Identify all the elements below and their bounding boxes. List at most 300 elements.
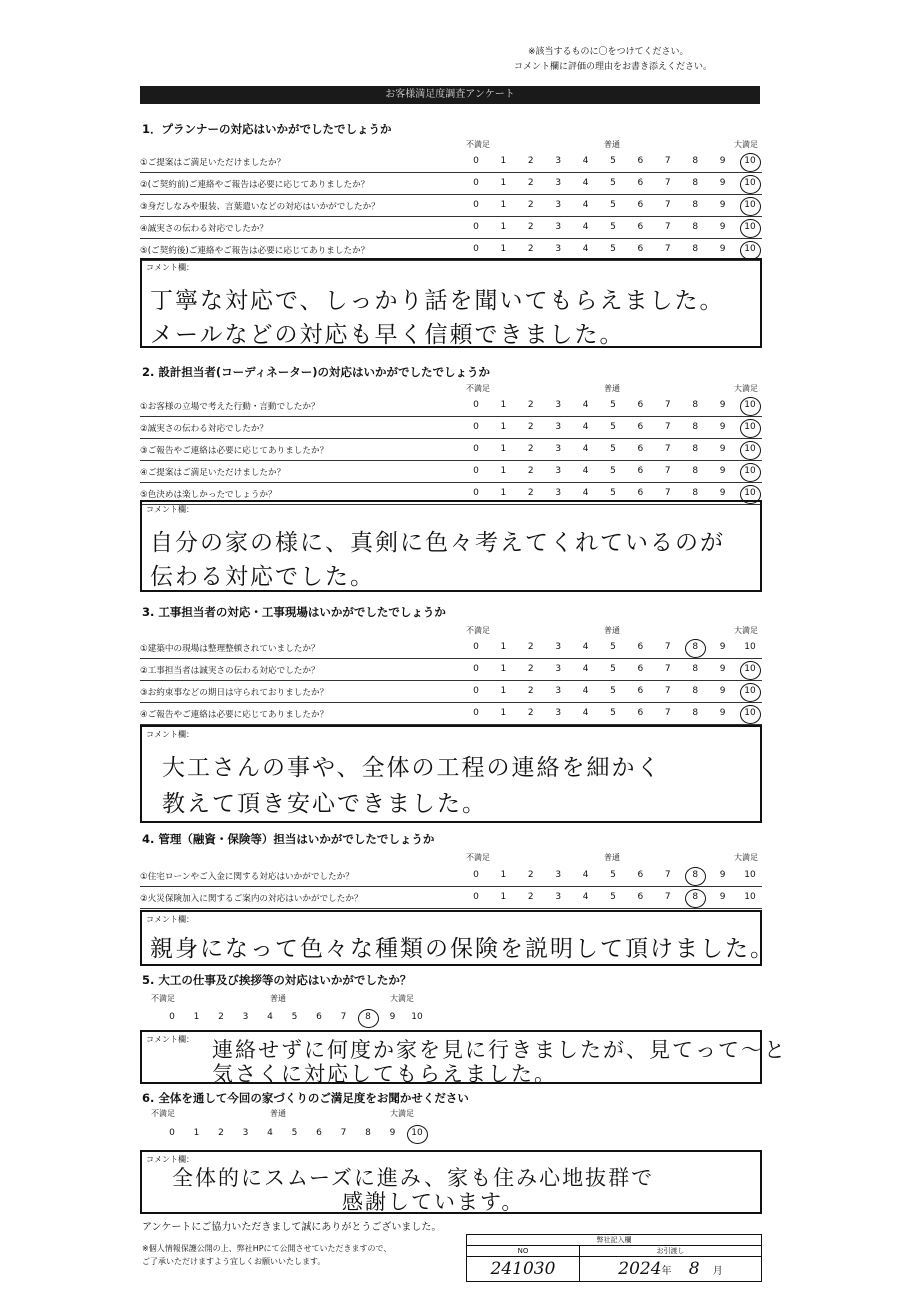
- rating-option-10[interactable]: 10: [744, 244, 756, 254]
- handwritten-comment-line: メールなどの対応も早く信頼できました。: [150, 322, 625, 348]
- rating-option-5[interactable]: 5: [610, 642, 616, 652]
- rating-option-8[interactable]: 8: [692, 244, 699, 254]
- comment-label: コメント欄：: [146, 1035, 194, 1044]
- rating-option-3[interactable]: 3: [555, 222, 562, 232]
- question-text: ④誠実さの伝わる対応でしたか？: [140, 224, 269, 234]
- rating-option-4[interactable]: 4: [582, 466, 589, 476]
- rating-option-4[interactable]: 4: [582, 222, 589, 232]
- rating-option-10[interactable]: 10: [411, 1012, 423, 1022]
- rating-option-7[interactable]: 7: [664, 686, 671, 696]
- rating-option-1[interactable]: 1: [500, 444, 507, 454]
- rating-option-6[interactable]: 6: [637, 222, 644, 232]
- rating-option-6[interactable]: 6: [637, 178, 644, 188]
- question-underline: [140, 438, 762, 439]
- handover-month-value: 8: [688, 1259, 700, 1279]
- rating-option-4[interactable]: 4: [582, 400, 589, 410]
- rating-option-5[interactable]: 5: [610, 400, 616, 410]
- rating-option-5[interactable]: 5: [610, 488, 616, 498]
- rating-option-1[interactable]: 1: [500, 686, 507, 696]
- rating-option-9[interactable]: 9: [719, 466, 726, 476]
- rating-option-1[interactable]: 1: [193, 1128, 200, 1138]
- rating-option-6[interactable]: 6: [637, 444, 644, 454]
- rating-option-5[interactable]: 5: [610, 708, 616, 718]
- office-use-table: [466, 1234, 762, 1282]
- rating-option-6[interactable]: 6: [637, 400, 644, 410]
- rating-option-1[interactable]: 1: [500, 488, 507, 498]
- rating-option-10[interactable]: 10: [744, 422, 756, 432]
- rating-option-8[interactable]: 8: [692, 708, 699, 718]
- rating-option-2[interactable]: 2: [218, 1128, 224, 1138]
- rating-option-5[interactable]: 5: [610, 422, 616, 432]
- no-value: 241030: [467, 1257, 580, 1282]
- rating-option-5[interactable]: 5: [610, 870, 616, 880]
- rating-option-5[interactable]: 5: [610, 892, 616, 902]
- rating-option-1[interactable]: 1: [500, 222, 507, 232]
- rating-option-3[interactable]: 3: [555, 444, 562, 454]
- question-text: ②火災保険加入に関するご案内の対応はいかがでしたか？: [140, 894, 363, 904]
- question-underline: [140, 172, 762, 173]
- rating-option-4[interactable]: 4: [582, 870, 589, 880]
- section-2-comment-box: [140, 500, 762, 592]
- rating-option-8[interactable]: 8: [365, 1012, 371, 1022]
- scale-low-label: 不満足: [151, 994, 175, 1003]
- rating-option-2[interactable]: 2: [527, 686, 534, 696]
- rating-option-8[interactable]: 8: [692, 892, 699, 902]
- scale-low-label: 不満足: [466, 853, 490, 862]
- rating-option-9[interactable]: 9: [719, 892, 726, 902]
- rating-option-10[interactable]: 10: [744, 222, 756, 232]
- rating-option-6[interactable]: 6: [316, 1128, 322, 1138]
- rating-option-2[interactable]: 2: [527, 892, 534, 902]
- selected-rating-circle: [407, 1125, 428, 1144]
- rating-option-0[interactable]: 0: [473, 708, 479, 718]
- scale-mid-label: 普通: [604, 384, 620, 393]
- rating-option-0[interactable]: 0: [473, 222, 479, 232]
- comment-label: コメント欄：: [146, 505, 194, 514]
- rating-option-3[interactable]: 3: [555, 642, 562, 652]
- rating-option-10[interactable]: 10: [744, 444, 756, 454]
- rating-option-8[interactable]: 8: [692, 200, 699, 210]
- rating-option-1[interactable]: 1: [500, 200, 507, 210]
- rating-option-0[interactable]: 0: [473, 664, 479, 674]
- rating-option-0[interactable]: 0: [473, 892, 479, 902]
- rating-option-7[interactable]: 7: [664, 466, 671, 476]
- rating-option-3[interactable]: 3: [555, 686, 562, 696]
- rating-option-7[interactable]: 7: [340, 1128, 347, 1138]
- rating-option-9[interactable]: 9: [719, 708, 726, 718]
- rating-option-6[interactable]: 6: [637, 200, 644, 210]
- survey-banner: お客様満足度調査アンケート: [140, 86, 760, 104]
- rating-option-10[interactable]: 10: [744, 686, 756, 696]
- rating-option-0[interactable]: 0: [473, 400, 479, 410]
- rating-option-5[interactable]: 5: [610, 686, 616, 696]
- rating-option-4[interactable]: 4: [267, 1128, 273, 1138]
- question-underline: [140, 908, 762, 909]
- rating-option-1[interactable]: 1: [500, 892, 507, 902]
- question-underline: [140, 194, 762, 195]
- rating-option-8[interactable]: 8: [692, 686, 699, 696]
- rating-option-5[interactable]: 5: [291, 1128, 298, 1138]
- scale-low-label: 不満足: [151, 1109, 175, 1118]
- no-label: NO: [467, 1246, 580, 1257]
- section-4-title: 4. 管理（融資・保険等）担当はいかがでしたでしょうか: [142, 832, 435, 846]
- rating-option-1[interactable]: 1: [193, 1012, 200, 1022]
- rating-option-9[interactable]: 9: [389, 1128, 396, 1138]
- rating-option-10[interactable]: 10: [744, 400, 756, 410]
- rating-option-9[interactable]: 9: [719, 444, 726, 454]
- rating-option-8[interactable]: 8: [365, 1128, 371, 1138]
- selected-rating-circle: [740, 397, 761, 416]
- rating-option-10[interactable]: 10: [744, 200, 756, 210]
- rating-option-3[interactable]: 3: [555, 664, 562, 674]
- handover-date-label: お引渡し: [580, 1246, 762, 1257]
- rating-option-0[interactable]: 0: [473, 422, 479, 432]
- rating-option-8[interactable]: 8: [692, 664, 699, 674]
- section-6-comment-box: [140, 1150, 762, 1214]
- rating-option-2[interactable]: 2: [527, 422, 534, 432]
- rating-option-8[interactable]: 8: [692, 642, 699, 652]
- comment-label: コメント欄：: [146, 1155, 194, 1164]
- handwritten-comment-line: 気さくに対応してもらえました。: [212, 1062, 557, 1086]
- rating-option-6[interactable]: 6: [637, 642, 644, 652]
- selected-rating-circle: [740, 463, 761, 482]
- handwritten-comment-line: 親身になって色々な種類の保険を説明して頂けました。: [150, 936, 775, 962]
- scale-high-label: 大満足: [390, 994, 414, 1003]
- rating-option-7[interactable]: 7: [664, 892, 671, 902]
- month-unit: 月: [712, 1266, 723, 1277]
- selected-rating-circle: [740, 485, 761, 504]
- instruction-note-1: ※該当するものに〇をつけてください。: [528, 47, 689, 57]
- rating-option-2[interactable]: 2: [218, 1012, 224, 1022]
- rating-option-3[interactable]: 3: [555, 178, 562, 188]
- rating-option-3[interactable]: 3: [555, 708, 562, 718]
- rating-option-2[interactable]: 2: [527, 870, 534, 880]
- scale-low-label: 不満足: [466, 626, 490, 635]
- rating-option-9[interactable]: 9: [719, 200, 726, 210]
- section-1-comment-box: [140, 258, 762, 348]
- scale-mid-label: 普通: [604, 853, 620, 862]
- rating-option-10[interactable]: 10: [744, 870, 756, 880]
- rating-option-1[interactable]: 1: [500, 708, 507, 718]
- rating-option-2[interactable]: 2: [527, 400, 534, 410]
- selected-rating-circle: [740, 197, 761, 216]
- rating-option-8[interactable]: 8: [692, 422, 699, 432]
- rating-option-3[interactable]: 3: [555, 870, 562, 880]
- rating-option-7[interactable]: 7: [664, 488, 671, 498]
- rating-option-3[interactable]: 3: [555, 200, 562, 210]
- rating-option-6[interactable]: 6: [637, 156, 644, 166]
- question-text: ④ご報告やご連絡は必要に応じてありましたか？: [140, 710, 329, 720]
- question-underline: [140, 886, 762, 887]
- question-text: ③ご報告やご連絡は必要に応じてありましたか？: [140, 446, 329, 456]
- rating-option-1[interactable]: 1: [500, 244, 507, 254]
- rating-option-9[interactable]: 9: [719, 178, 726, 188]
- scale-high-label: 大満足: [390, 1109, 414, 1118]
- rating-option-8[interactable]: 8: [692, 400, 699, 410]
- rating-option-0[interactable]: 0: [473, 870, 479, 880]
- rating-option-3[interactable]: 3: [555, 892, 562, 902]
- rating-option-2[interactable]: 2: [527, 664, 534, 674]
- rating-option-0[interactable]: 0: [473, 642, 479, 652]
- rating-option-0[interactable]: 0: [473, 156, 479, 166]
- rating-option-8[interactable]: 8: [692, 156, 699, 166]
- handwritten-comment-line: 大工さんの事や、全体の工程の連絡を細かく: [162, 755, 662, 781]
- rating-option-4[interactable]: 4: [267, 1012, 273, 1022]
- selected-rating-circle: [740, 683, 761, 702]
- year-unit: 年: [661, 1266, 672, 1277]
- rating-option-0[interactable]: 0: [473, 178, 479, 188]
- selected-rating-circle: [740, 661, 761, 680]
- rating-option-0[interactable]: 0: [473, 444, 479, 454]
- scale-low-label: 不満足: [466, 140, 490, 149]
- rating-option-3[interactable]: 3: [555, 244, 562, 254]
- rating-option-10[interactable]: 10: [744, 466, 756, 476]
- rating-option-7[interactable]: 7: [664, 244, 671, 254]
- rating-option-4[interactable]: 4: [582, 444, 589, 454]
- rating-option-9[interactable]: 9: [719, 400, 726, 410]
- rating-option-1[interactable]: 1: [500, 664, 507, 674]
- rating-option-7[interactable]: 7: [664, 400, 671, 410]
- rating-option-1[interactable]: 1: [500, 870, 507, 880]
- comment-label: コメント欄：: [146, 730, 194, 739]
- rating-option-8[interactable]: 8: [692, 178, 699, 188]
- rating-option-3[interactable]: 3: [242, 1128, 249, 1138]
- rating-option-9[interactable]: 9: [719, 422, 726, 432]
- rating-option-2[interactable]: 2: [527, 466, 534, 476]
- rating-option-8[interactable]: 8: [692, 488, 699, 498]
- handover-year-value: 2024: [618, 1259, 662, 1279]
- rating-option-4[interactable]: 4: [582, 244, 589, 254]
- question-underline: [140, 482, 762, 483]
- question-underline: [140, 702, 762, 703]
- section-3-title: 3. 工事担当者の対応・工事現場はいかがでしたでしょうか: [142, 605, 446, 619]
- rating-option-6[interactable]: 6: [637, 664, 644, 674]
- rating-option-10[interactable]: 10: [411, 1128, 423, 1138]
- rating-option-1[interactable]: 1: [500, 642, 507, 652]
- rating-option-2[interactable]: 2: [527, 222, 534, 232]
- rating-option-6[interactable]: 6: [637, 244, 644, 254]
- rating-option-1[interactable]: 1: [500, 178, 507, 188]
- rating-option-4[interactable]: 4: [582, 708, 589, 718]
- rating-option-2[interactable]: 2: [527, 444, 534, 454]
- question-underline: [140, 216, 762, 217]
- selected-rating-circle: [685, 889, 706, 908]
- rating-option-6[interactable]: 6: [637, 466, 644, 476]
- rating-option-9[interactable]: 9: [719, 686, 726, 696]
- privacy-note: [142, 1242, 391, 1268]
- selected-rating-circle: [685, 867, 706, 886]
- rating-option-3[interactable]: 3: [555, 400, 562, 410]
- rating-option-10[interactable]: 10: [744, 642, 756, 652]
- rating-option-10[interactable]: 10: [744, 178, 756, 188]
- rating-option-6[interactable]: 6: [637, 892, 644, 902]
- scale-mid-label: 普通: [270, 994, 286, 1003]
- rating-option-4[interactable]: 4: [582, 642, 589, 652]
- rating-option-4[interactable]: 4: [582, 156, 589, 166]
- selected-rating-circle: [740, 441, 761, 460]
- rating-option-1[interactable]: 1: [500, 156, 507, 166]
- section-4-comment-box: [140, 910, 775, 966]
- section-5-title: 5. 大工の仕事及び挨拶等の対応はいかがでしたか？: [142, 973, 412, 987]
- rating-option-4[interactable]: 4: [582, 686, 589, 696]
- office-use-header: 弊社記入欄: [467, 1235, 762, 1246]
- rating-option-6[interactable]: 6: [637, 686, 644, 696]
- rating-option-1[interactable]: 1: [500, 422, 507, 432]
- rating-option-7[interactable]: 7: [664, 870, 671, 880]
- rating-option-8[interactable]: 8: [692, 466, 699, 476]
- selected-rating-circle: [740, 419, 761, 438]
- handwritten-comment-line: 丁寧な対応で、しっかり話を聞いてもらえました。: [150, 288, 725, 314]
- rating-option-4[interactable]: 4: [582, 664, 589, 674]
- rating-option-7[interactable]: 7: [664, 156, 671, 166]
- question-text: ②誠実さの伝わる対応でしたか？: [140, 424, 269, 434]
- rating-option-5[interactable]: 5: [610, 200, 616, 210]
- selected-rating-circle: [740, 175, 761, 194]
- rating-option-5[interactable]: 5: [610, 444, 616, 454]
- rating-option-10[interactable]: 10: [744, 664, 756, 674]
- question-text: ⑤(ご契約後)ご連絡やご報告は必要に応じてありましたか？: [140, 246, 370, 256]
- question-text: ⑤色決めは楽しかったでしょうか？: [140, 490, 277, 500]
- rating-option-8[interactable]: 8: [692, 222, 699, 232]
- rating-option-6[interactable]: 6: [637, 488, 644, 498]
- question-text: ①ご提案はご満足いただけましたか？: [140, 158, 286, 168]
- scale-mid-label: 普通: [270, 1109, 286, 1118]
- scale-high-label: 大満足: [734, 140, 758, 149]
- selected-rating-circle: [740, 705, 761, 724]
- handwritten-comment-line: 全体的にスムーズに進み、家も住み心地抜群で: [172, 1166, 655, 1190]
- question-underline: [140, 238, 762, 239]
- rating-option-2[interactable]: 2: [527, 244, 534, 254]
- rating-option-8[interactable]: 8: [692, 870, 699, 880]
- privacy-note-line-1: ※個人情報保護公開の上、弊社HPにて公開させていただきますので、: [142, 1244, 392, 1253]
- rating-option-5[interactable]: 5: [610, 244, 616, 254]
- rating-option-7[interactable]: 7: [664, 200, 671, 210]
- rating-option-0[interactable]: 0: [473, 488, 479, 498]
- selected-rating-circle: [358, 1009, 379, 1028]
- rating-option-7[interactable]: 7: [664, 178, 671, 188]
- rating-option-7[interactable]: 7: [664, 708, 671, 718]
- rating-option-7[interactable]: 7: [664, 422, 671, 432]
- rating-option-2[interactable]: 2: [527, 642, 534, 652]
- scale-high-label: 大満足: [734, 853, 758, 862]
- rating-option-9[interactable]: 9: [389, 1012, 396, 1022]
- question-underline: [140, 416, 762, 417]
- rating-option-1[interactable]: 1: [500, 400, 507, 410]
- rating-option-2[interactable]: 2: [527, 156, 534, 166]
- scale-high-label: 大満足: [734, 384, 758, 393]
- scale-mid-label: 普通: [604, 626, 620, 635]
- section-1-title: 1．プランナーの対応はいかがでしたでしょうか: [142, 122, 392, 136]
- rating-option-4[interactable]: 4: [582, 178, 589, 188]
- rating-option-0[interactable]: 0: [473, 466, 479, 476]
- scale-mid-label: 普通: [604, 140, 620, 149]
- rating-option-3[interactable]: 3: [555, 156, 562, 166]
- rating-option-6[interactable]: 6: [637, 870, 644, 880]
- rating-option-9[interactable]: 9: [719, 156, 726, 166]
- handwritten-comment-line: 自分の家の様に、真剣に色々考えてくれているのが: [150, 530, 725, 556]
- rating-option-3[interactable]: 3: [242, 1012, 249, 1022]
- section-3-comment-box: [140, 725, 762, 823]
- rating-option-2[interactable]: 2: [527, 178, 534, 188]
- rating-option-1[interactable]: 1: [500, 466, 507, 476]
- question-text: ①建築中の現場は整理整頓されていましたか？: [140, 644, 320, 654]
- rating-option-0[interactable]: 0: [473, 686, 479, 696]
- handwritten-comment-line: 感謝しています。: [342, 1190, 525, 1214]
- section-6-title: 6. 全体を通して今回の家づくりのご満足度をお聞かせください: [142, 1091, 469, 1105]
- scale-low-label: 不満足: [466, 384, 490, 393]
- handwritten-comment-line: 伝わる対応でした。: [150, 564, 375, 590]
- rating-option-7[interactable]: 7: [664, 664, 671, 674]
- rating-option-7[interactable]: 7: [664, 444, 671, 454]
- handwritten-comment-line: 連絡せずに何度か家を見に行きましたが、見てって～と: [212, 1038, 787, 1062]
- rating-option-0[interactable]: 0: [169, 1012, 175, 1022]
- rating-option-6[interactable]: 6: [316, 1012, 322, 1022]
- rating-option-0[interactable]: 0: [169, 1128, 175, 1138]
- question-text: ③身だしなみや服装、言葉遣いなどの対応はいかがでしたか？: [140, 202, 380, 212]
- comment-label: コメント欄：: [146, 915, 194, 924]
- selected-rating-circle: [740, 153, 761, 172]
- rating-option-4[interactable]: 4: [582, 422, 589, 432]
- question-text: ③お約束事などの期日は守られておりましたか？: [140, 688, 329, 698]
- rating-option-0[interactable]: 0: [473, 244, 479, 254]
- question-underline: [140, 680, 762, 681]
- rating-option-9[interactable]: 9: [719, 222, 726, 232]
- rating-option-4[interactable]: 4: [582, 488, 589, 498]
- rating-option-7[interactable]: 7: [664, 642, 671, 652]
- question-text: ②工事担当者は誠実さの伝わる対応でしたか？: [140, 666, 320, 676]
- rating-option-6[interactable]: 6: [637, 422, 644, 432]
- thanks-message: アンケートにご協力いただきまして誠にありがとうございました。: [142, 1222, 442, 1233]
- rating-option-7[interactable]: 7: [340, 1012, 347, 1022]
- rating-option-6[interactable]: 6: [637, 708, 644, 718]
- rating-option-2[interactable]: 2: [527, 488, 534, 498]
- rating-option-9[interactable]: 9: [719, 244, 726, 254]
- rating-option-4[interactable]: 4: [582, 200, 589, 210]
- rating-option-5[interactable]: 5: [610, 664, 616, 674]
- rating-option-8[interactable]: 8: [692, 444, 699, 454]
- question-text: ④ご提案はご満足いただけましたか？: [140, 468, 286, 478]
- rating-option-5[interactable]: 5: [610, 178, 616, 188]
- rating-option-9[interactable]: 9: [719, 488, 726, 498]
- rating-option-3[interactable]: 3: [555, 466, 562, 476]
- selected-rating-circle: [740, 241, 761, 260]
- rating-option-3[interactable]: 3: [555, 488, 562, 498]
- rating-option-10[interactable]: 10: [744, 488, 756, 498]
- question-text: ②(ご契約前)ご連絡やご報告は必要に応じてありましたか？: [140, 180, 370, 190]
- rating-option-0[interactable]: 0: [473, 200, 479, 210]
- rating-option-4[interactable]: 4: [582, 892, 589, 902]
- rating-option-3[interactable]: 3: [555, 422, 562, 432]
- rating-option-2[interactable]: 2: [527, 200, 534, 210]
- section-2-title: 2. 設計担当者(コーディネーター)の対応はいかがでしたでしょうか: [142, 365, 490, 379]
- rating-option-9[interactable]: 9: [719, 642, 726, 652]
- question-text: ①お客様の立場で考えた行動・言動でしたか？: [140, 402, 320, 412]
- handwritten-comment-line: 教えて頂き安心できました。: [162, 791, 487, 817]
- rating-option-5[interactable]: 5: [610, 222, 616, 232]
- rating-option-5[interactable]: 5: [291, 1012, 298, 1022]
- rating-option-5[interactable]: 5: [610, 466, 616, 476]
- scale-high-label: 大満足: [734, 626, 758, 635]
- rating-option-10[interactable]: 10: [744, 892, 756, 902]
- rating-option-2[interactable]: 2: [527, 708, 534, 718]
- instruction-note-2: コメント欄に評価の理由をお書き添えください。: [514, 62, 713, 72]
- rating-option-7[interactable]: 7: [664, 222, 671, 232]
- rating-option-10[interactable]: 10: [744, 708, 756, 718]
- rating-option-5[interactable]: 5: [610, 156, 616, 166]
- rating-option-10[interactable]: 10: [744, 156, 756, 166]
- rating-option-9[interactable]: 9: [719, 870, 726, 880]
- rating-option-9[interactable]: 9: [719, 664, 726, 674]
